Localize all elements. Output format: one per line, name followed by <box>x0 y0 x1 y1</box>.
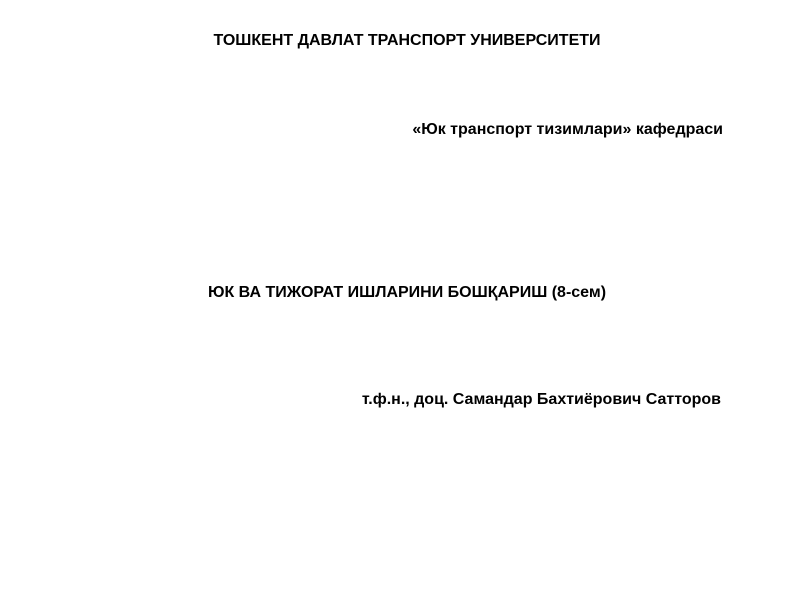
department-name: «Юк транспорт тизимлари» кафедраси <box>412 121 723 138</box>
university-name: ТОШКЕНТ ДАВЛАТ ТРАНСПОРТ УНИВЕРСИТЕТИ <box>213 32 601 49</box>
course-title: ЮК ВА ТИЖОРАТ ИШЛАРИНИ БОШҚАРИШ (8-сем) <box>207 284 607 301</box>
author-credentials: т.ф.н., доц. Самандар Бахтиёрович Сатторов <box>361 391 721 408</box>
